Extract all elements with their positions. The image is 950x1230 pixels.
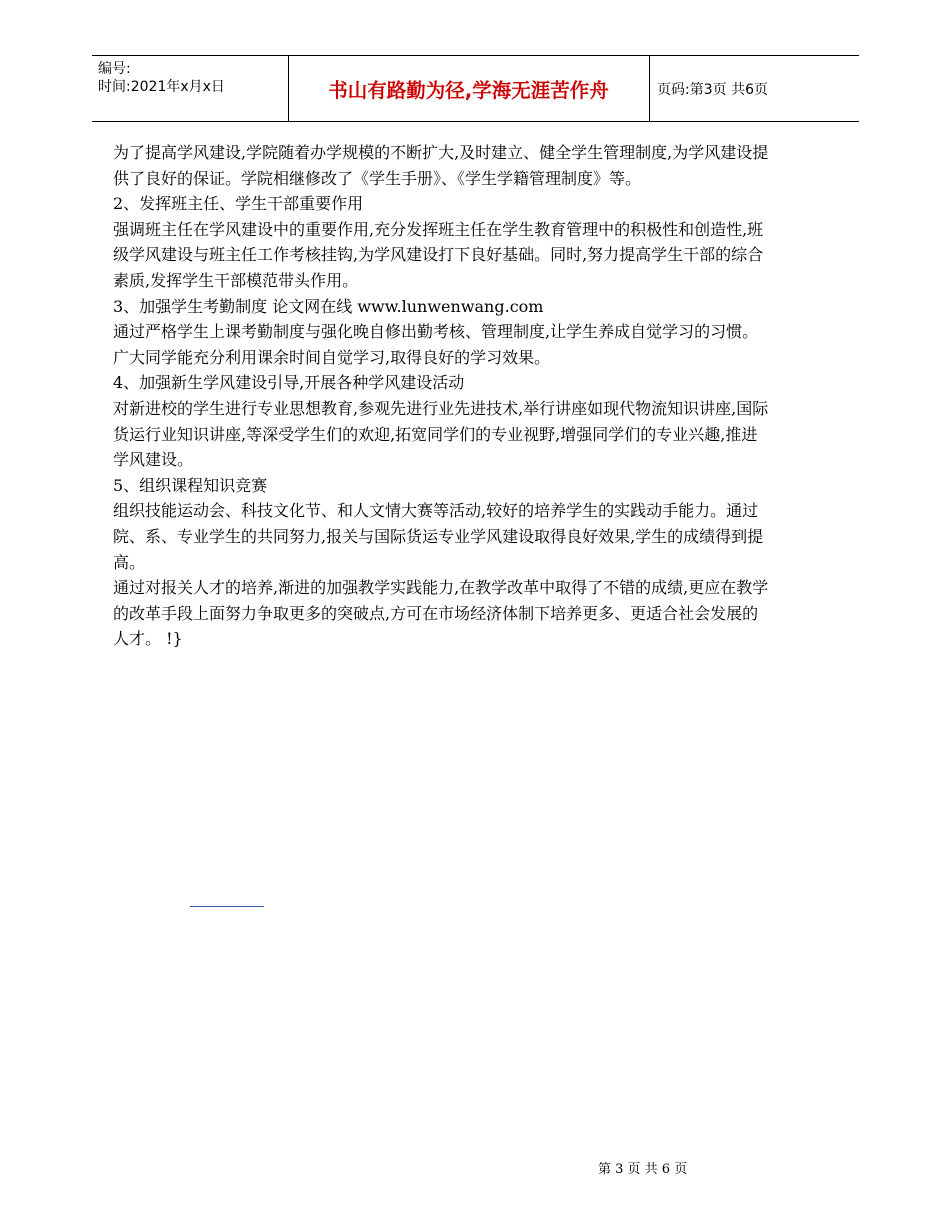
header-divider-right: [649, 56, 650, 121]
paragraph: 为了提高学风建设,学院随着办学规模的不断扩大,及时建立、健全学生管理制度,为学风建设提供了良好的保证。学院相继修改了《学生手册》、《学生学籍管理制度》等。: [113, 143, 769, 188]
paragraph: 强调班主任在学风建设中的重要作用,充分发挥班主任在学生教育管理中的积极性和创造性,班级学风建设与班主任工作考核挂钩,为学风建设打下良好基础。同时,努力提高学生干部的综合素质,发挥学生干部模范带头作用。: [113, 219, 764, 290]
section-heading: 5、组织课程知识竞赛: [113, 475, 268, 495]
paragraph: 通过对报关人才的培养,渐进的加强教学实践能力,在教学改革中取得了不错的成绩,更应在教学的改革手段上面努力争取更多的突破点,方可在市场经济体制下培养更多、更适合社会发展的人才。 !}: [113, 578, 769, 649]
document-number-label: 编号:: [98, 61, 131, 77]
section-heading: 2、发挥班主任、学生干部重要作用: [113, 194, 364, 214]
section-heading: 3、加强学生考勤制度 论文网在线 www.lunwenwang.com: [113, 296, 544, 316]
header-meta: [98, 60, 288, 96]
header-motto: 书山有路勤为径,学海无涯苦作舟: [328, 78, 609, 102]
document-body: [113, 140, 773, 652]
page-header: [92, 55, 859, 122]
document-date: 时间:2021年x月x日: [98, 79, 225, 95]
paragraph: 组织技能运动会、科技文化节、和人文情大赛等活动,较好的培养学生的实践动手能力。通过院、系、专业学生的共同努力,报关与国际货运专业学风建设取得良好效果,学生的成绩得到提高。: [113, 501, 764, 572]
section-heading: 4、加强新生学风建设引导,开展各种学风建设活动: [113, 373, 465, 393]
footnote-separator: [190, 906, 264, 907]
paragraph: 对新进校的学生进行专业思想教育,参观先进行业先进技术,举行讲座如现代物流知识讲座,国际货运行业知识讲座,等深受学生们的欢迎,拓宽同学们的专业视野,增强同学们的专业兴趣,推进学风建设。: [113, 398, 769, 470]
header-page-info: 页码:第3页 共6页: [657, 81, 768, 98]
paragraph: 通过严格学生上课考勤制度与强化晚自修出勤考核、管理制度,让学生养成自觉学习的习惯。广大同学能充分利用课余时间自觉学习,取得良好的学习效果。: [113, 322, 759, 367]
page-footer: 第 3 页 共 6 页: [598, 1162, 688, 1177]
